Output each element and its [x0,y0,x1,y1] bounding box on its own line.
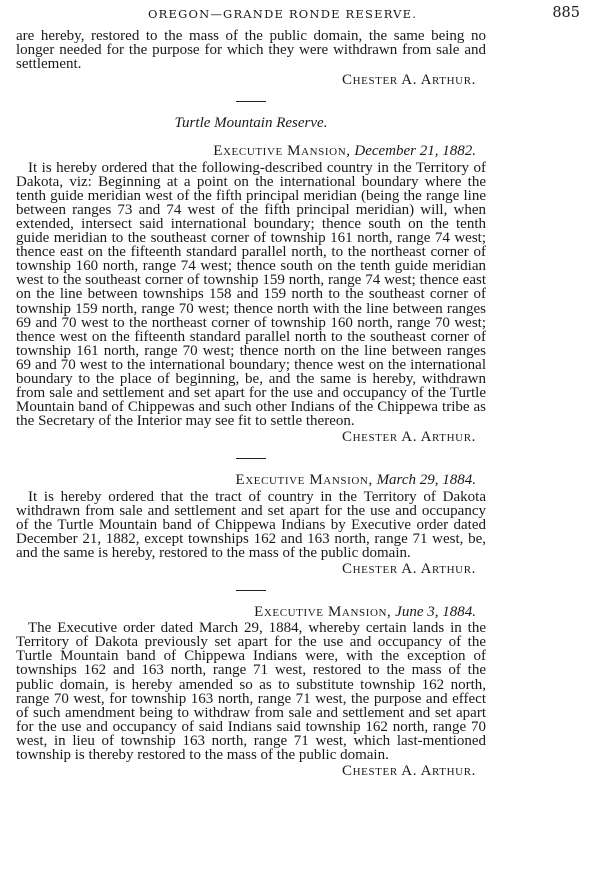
order-dateline [16,144,486,158]
order-signature: Chester A. Arthur. [342,429,476,446]
order-date: December 21, 1882. [354,143,476,160]
intro-signature: Chester A. Arthur. [342,72,476,89]
order-signature: Chester A. Arthur. [342,763,476,780]
order-signature: Chester A. Arthur. [342,561,476,577]
order-text: It is hereby ordered that the tract of country in the Territory of Dakota withdrawn from sale and settlement and set apart for the use and occupancy of the Turtle Mountain band of Chippewa Indians by Executive order dated December 21, 1882, except townships 162 and 163 north, range 71 west, be, and the same is hereby, restored to the mass of the public domain. [16,488,486,561]
order-place: Executive Mansion, [235,472,373,489]
order-text: It is hereby ordered that the following-described country in the Territory of Dakota, viz: Beginning at a point on the international boundary where the tenth guide meridian west of the fifth principal meridian (being the range line between ranges 73 and 74 west of the fifth principal meridian) will, when extended, intersect said international boundary; thence south on the tenth guide meridian to the southeast corner of township 161 north, range 74 west; thence east on the fifteenth standard parallel north, to the northeast corner of township 160 north, range 74 west; thence south on the tenth guide meridian west to the southeast corner of township 159 north, range 74 west; thence east on the line between townships 158 and 159 north to the southeast corner of township 159 north, range 70 west; thence north with the line between ranges 69 and 70 west to the northeast corner of township 160 north, range 70 west; thence west on the fifteenth standard parallel north to the southeast corner of township 161 north, range 70 west; thence north on the line between ranges 69 and 70 west to the international boundary; thence west on the international boundary to the place of beginning, be, and the same is hereby, withdrawn from sale and settlement and set apart for the use and occupancy of the Turtle Mountain band of Chippewas and such other Indians of the Chippewa tribe as the Secretary of the Interior may see fit to settle thereon. [16,159,486,430]
order-date: March 29, 1884. [376,472,476,489]
section-title: Turtle Mountain Reserve. [174,115,328,132]
order-place: Executive Mansion, [213,143,351,160]
order-divider [236,590,266,591]
order-text: The Executive order dated March 29, 1884, whereby certain lands in the Territory of Dakota previously set apart for the use and occupancy of the Turtle Mountain band of Chippewa Indians were, with the exception of townships 162 and 163 north, range 71 west, restored to the mass of the public domain, is hereby amended so as to substitute township 162 north, range 70 west, for township 163 north, range 71 west, the purpose and effect of such amendment being to withdraw from sale and settlement and set apart for the use and occupancy of said Indians said township 162 north, range 70 west, in lieu of township 163 north, range 71 west, which last-mentioned township is thereby restored to the mass of the public domain. [16,620,486,764]
order-divider [236,458,266,459]
executive-order-1 [16,144,486,444]
page-number: 885 [552,5,580,21]
executive-order-2 [16,473,486,576]
order-date: June 3, 1884. [395,604,476,621]
page-body [16,29,486,778]
order-place: Executive Mansion, [254,604,392,621]
intro-paragraph: are hereby, restored to the mass of the public domain, the same being no longer needed for the purpose for which they were withdrawn from sale and settlement. [16,28,486,73]
executive-order-3 [16,605,486,778]
section-divider [236,101,266,102]
page-header [0,6,600,24]
running-head: OREGON—GRANDE RONDE RESERVE. [148,7,418,21]
order-dateline [16,473,486,487]
order-dateline [16,605,486,619]
